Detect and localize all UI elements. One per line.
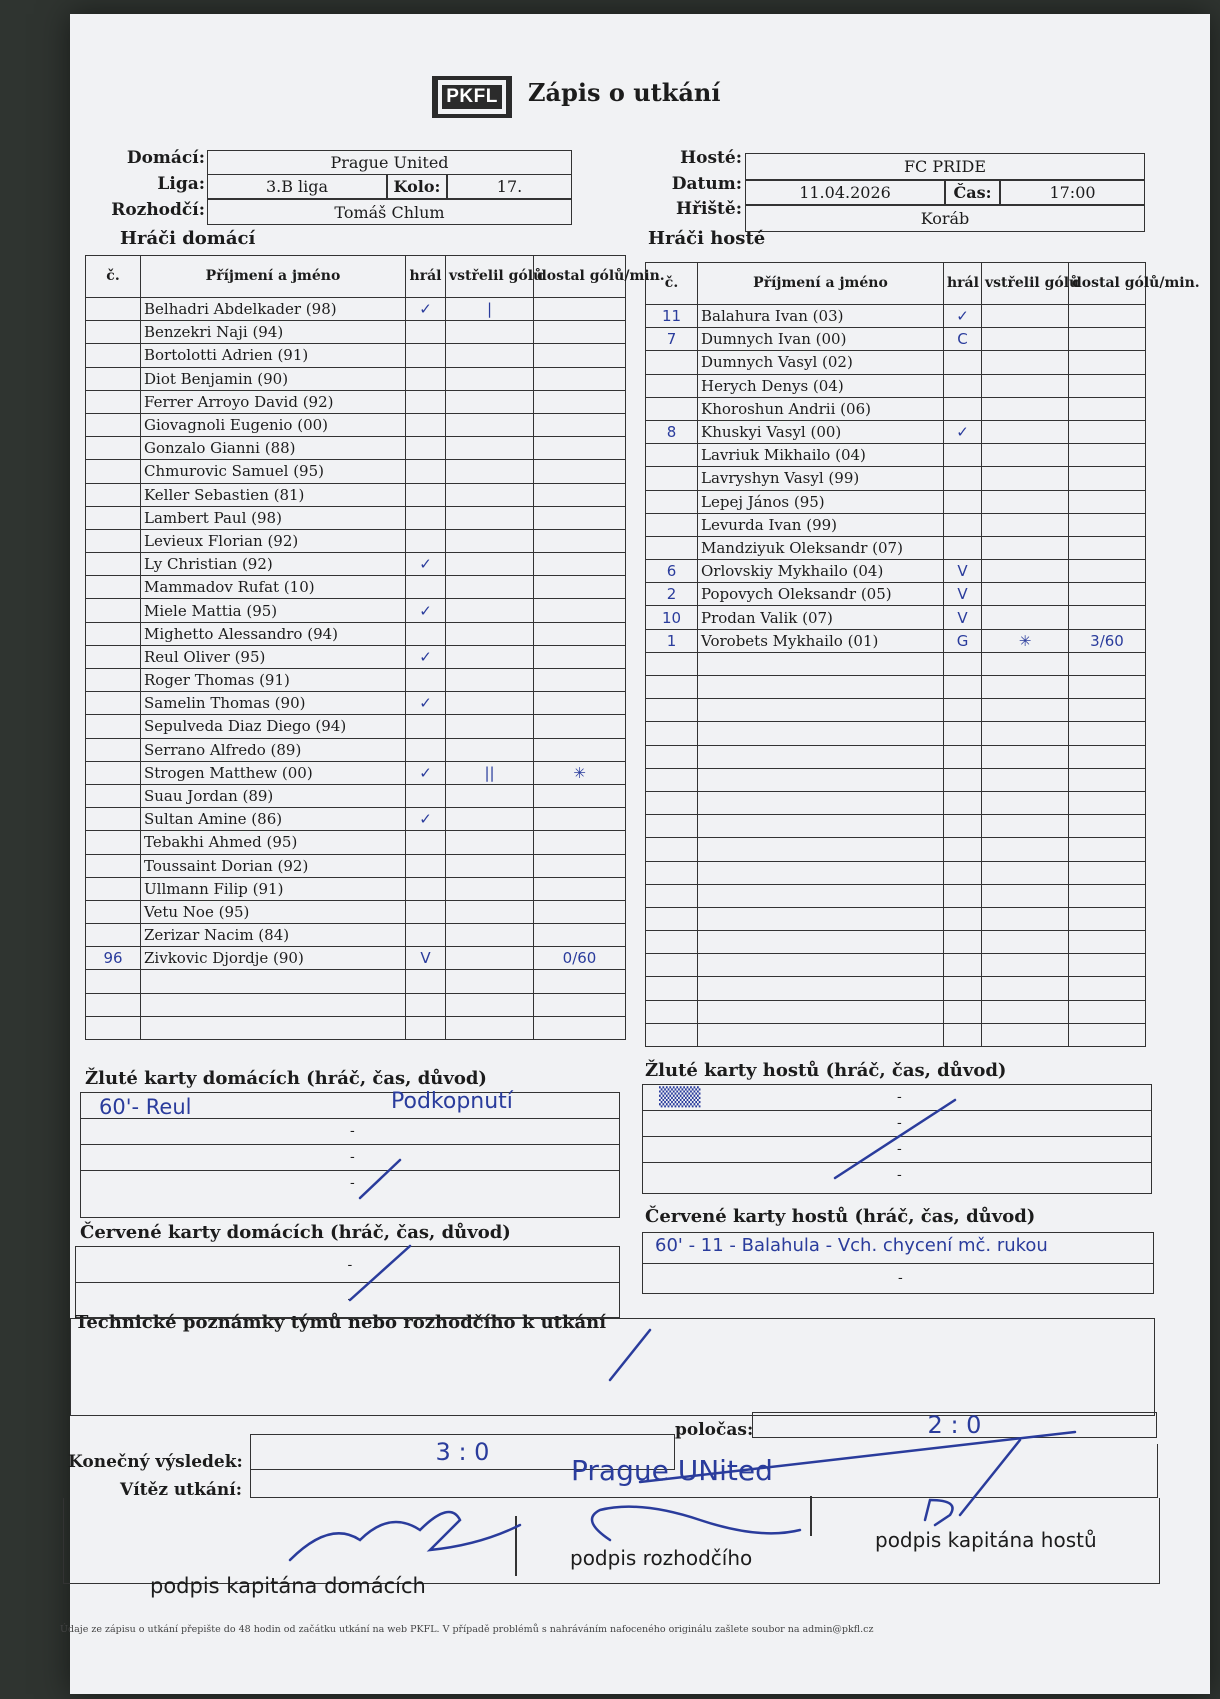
separator: - (897, 1141, 902, 1157)
player-scored-cell[interactable]: ✳ (982, 629, 1069, 652)
player-name-cell[interactable]: Khoroshun Andrii (06) (698, 397, 944, 420)
footer-note: Údaje ze zápisu o utkání přepište do 48 hodin od začátku utkání na web PKFL. V případě problémů s nahráváním nafoceného originálu zašlete soubor na admin@pkfl.cz (60, 1624, 874, 1635)
player-name-cell[interactable]: Prodan Valik (07) (698, 606, 944, 629)
player-conceded-cell[interactable]: ✳ (534, 761, 626, 784)
player-played-cell[interactable]: G (944, 629, 982, 652)
player-played-cell[interactable]: ✓ (406, 808, 446, 831)
player-num-cell[interactable]: 11 (646, 305, 698, 328)
winner-value: Prague UNited (571, 1454, 773, 1487)
player-name-cell[interactable]: Popovych Oleksandr (05) (698, 583, 944, 606)
league-field[interactable]: 3.B liga (207, 174, 387, 199)
player-scored-cell[interactable]: || (446, 761, 534, 784)
separator: - (897, 1115, 902, 1131)
final-score: 3 : 0 (435, 1438, 490, 1466)
player-name-cell[interactable]: Chmurovic Samuel (95) (141, 460, 406, 483)
half-time-label: poločas: (675, 1420, 754, 1440)
player-played-cell[interactable]: ✓ (406, 761, 446, 784)
player-name-cell[interactable]: Benzekri Naji (94) (141, 321, 406, 344)
player-name-cell[interactable]: Samelin Thomas (90) (141, 692, 406, 715)
player-name-cell[interactable]: Ferrer Arroyo David (92) (141, 390, 406, 413)
round-field[interactable]: 17. (447, 174, 572, 199)
player-played-cell[interactable]: V (944, 583, 982, 606)
separator: - (347, 1291, 353, 1307)
player-name-cell[interactable]: Strogen Matthew (00) (141, 761, 406, 784)
player-played-cell[interactable]: V (406, 947, 446, 970)
separator: - (350, 1123, 355, 1139)
player-played-cell[interactable]: V (944, 606, 982, 629)
player-name-cell[interactable]: Vetu Noe (95) (141, 900, 406, 923)
player-num-cell[interactable]: 7 (646, 328, 698, 351)
player-num-cell[interactable]: 2 (646, 583, 698, 606)
guest-red-cards-title: Červené karty hostů (hráč, čas, důvod) (645, 1206, 1036, 1227)
player-name-cell[interactable]: Zerizar Nacim (84) (141, 924, 406, 947)
player-played-cell[interactable]: ✓ (406, 298, 446, 321)
home-yellow-cards-title: Žluté karty domácích (hráč, čas, důvod) (85, 1068, 487, 1089)
player-name-cell[interactable]: Mighetto Alessandro (94) (141, 622, 406, 645)
player-name-cell[interactable]: Zivkovic Djordje (90) (141, 947, 406, 970)
guest-captain-signature-label: podpis kapitána hostů (875, 1528, 1097, 1552)
player-name-cell[interactable]: Lavriuk Mikhailo (04) (698, 444, 944, 467)
player-name-cell[interactable]: Toussaint Dorian (92) (141, 854, 406, 877)
player-played-cell[interactable]: V (944, 560, 982, 583)
home-captain-signature-label: podpis kapitána domácích (150, 1574, 426, 1598)
player-played-cell[interactable]: ✓ (406, 645, 446, 668)
player-conceded-cell[interactable]: 3/60 (1069, 629, 1146, 652)
player-name-cell[interactable]: Reul Oliver (95) (141, 645, 406, 668)
player-name-cell[interactable]: Mammadov Rufat (10) (141, 576, 406, 599)
player-name-cell[interactable]: Miele Mattia (95) (141, 599, 406, 622)
player-played-cell[interactable]: ✓ (406, 553, 446, 576)
player-num-cell[interactable]: 1 (646, 629, 698, 652)
field-field[interactable]: Koráb (745, 205, 1145, 232)
player-num-cell[interactable]: 96 (86, 947, 141, 970)
player-name-cell[interactable]: Giovagnoli Eugenio (00) (141, 413, 406, 436)
column-header: vstřelil gólů (982, 263, 1069, 305)
separator: - (350, 1149, 355, 1165)
player-name-cell[interactable]: Suau Jordan (89) (141, 784, 406, 807)
player-name-cell[interactable]: Bortolotti Adrien (91) (141, 344, 406, 367)
player-played-cell[interactable]: ✓ (944, 305, 982, 328)
guest-captain-signature (925, 1440, 1020, 1525)
column-header: č. (86, 256, 141, 298)
player-name-cell[interactable]: Sepulveda Diaz Diego (94) (141, 715, 406, 738)
column-header: hrál (406, 256, 446, 298)
strike-line (610, 1330, 650, 1380)
guest-team-field[interactable]: FC PRIDE (745, 153, 1145, 180)
player-num-cell[interactable]: 8 (646, 420, 698, 443)
home-players-title: Hráči domácí (120, 228, 256, 249)
referee-signature (592, 1507, 800, 1540)
separator: - (347, 1257, 353, 1273)
league-label: Liga: (157, 174, 205, 194)
separator: - (350, 1175, 355, 1191)
column-header: Příjmení a jméno (141, 256, 406, 298)
player-played-cell[interactable]: ✓ (944, 420, 982, 443)
player-name-cell[interactable]: Sultan Amine (86) (141, 808, 406, 831)
player-name-cell[interactable]: Keller Sebastien (81) (141, 483, 406, 506)
date-label: Datum: (671, 174, 742, 194)
home-yellow-entry-reason: Podkopnutí (391, 1089, 513, 1114)
time-field[interactable]: 17:00 (1000, 180, 1145, 205)
logo-text: PKFL (442, 85, 502, 109)
player-played-cell[interactable]: C (944, 328, 982, 351)
referee-label: Rozhodčí: (111, 200, 205, 220)
home-captain-signature (290, 1512, 520, 1560)
referee-field[interactable]: Tomáš Chlum (207, 199, 572, 225)
player-name-cell[interactable]: Mandziyuk Oleksandr (07) (698, 536, 944, 559)
player-played-cell[interactable]: ✓ (406, 599, 446, 622)
round-label: Kolo: (387, 174, 447, 199)
guest-yellow-cards-title: Žluté karty hostů (hráč, čas, důvod) (645, 1060, 1007, 1081)
home-yellow-entry-time: 60'- Reul (99, 1095, 192, 1119)
player-name-cell[interactable]: Khuskyi Vasyl (00) (698, 420, 944, 443)
column-header: Příjmení a jméno (698, 263, 944, 305)
document-title: Zápis o utkání (528, 78, 721, 107)
player-name-cell[interactable]: Levieux Florian (92) (141, 529, 406, 552)
player-name-cell[interactable]: Lavryshyn Vasyl (99) (698, 467, 944, 490)
player-name-cell[interactable]: Roger Thomas (91) (141, 669, 406, 692)
field-label: Hřiště: (676, 199, 742, 219)
final-result-label: Konečný výsledek: (68, 1452, 243, 1472)
strike-line (640, 1432, 1075, 1482)
home-team-field[interactable]: Prague United (207, 150, 572, 175)
player-name-cell[interactable]: Diot Benjamin (90) (141, 367, 406, 390)
player-name-cell[interactable]: Ly Christian (92) (141, 553, 406, 576)
player-conceded-cell[interactable]: 0/60 (534, 947, 626, 970)
separator: - (898, 1270, 903, 1286)
separator: - (897, 1089, 902, 1105)
guest-label: Hosté: (680, 148, 742, 168)
player-name-cell[interactable]: Belhadri Abdelkader (98) (141, 298, 406, 321)
strike-line (347, 1246, 410, 1300)
column-header: vstřelil gólů (446, 256, 534, 298)
player-name-cell[interactable]: Ullmann Filip (91) (141, 877, 406, 900)
player-num-cell[interactable]: 6 (646, 560, 698, 583)
separator: - (897, 1167, 902, 1183)
player-name-cell[interactable]: Lambert Paul (98) (141, 506, 406, 529)
player-name-cell[interactable]: Balahura Ivan (03) (698, 305, 944, 328)
strike-line (835, 1100, 955, 1178)
player-name-cell[interactable]: Gonzalo Gianni (88) (141, 437, 406, 460)
strike-line (360, 1160, 400, 1198)
column-header: dostal gólů/min. (1069, 263, 1146, 305)
notes-title: Technické poznámky týmů nebo rozhodčího k utkání (75, 1312, 607, 1333)
date-field[interactable]: 11.04.2026 (745, 180, 945, 205)
player-scored-cell[interactable]: | (446, 298, 534, 321)
time-label: Čas: (945, 180, 1000, 205)
player-name-cell[interactable]: Dumnych Vasyl (02) (698, 351, 944, 374)
player-name-cell[interactable]: Lepej János (95) (698, 490, 944, 513)
guest-red-entry: 60' - 11 - Balahula - Vch. chycení mč. rukou (655, 1235, 1048, 1256)
winner-label: Vítěz utkání: (120, 1480, 242, 1500)
player-num-cell[interactable]: 10 (646, 606, 698, 629)
referee-signature-label: podpis rozhodčího (570, 1546, 753, 1570)
half-score: 2 : 0 (927, 1411, 982, 1439)
guest-players-title: Hráči hosté (648, 228, 766, 249)
home-red-cards-title: Červené karty domácích (hráč, čas, důvod) (80, 1222, 511, 1243)
player-name-cell[interactable]: Vorobets Mykhailo (01) (698, 629, 944, 652)
player-name-cell[interactable]: Dumnych Ivan (00) (698, 328, 944, 351)
player-name-cell[interactable]: Serrano Alfredo (89) (141, 738, 406, 761)
column-header: dostal gólů/min. (534, 256, 626, 298)
column-header: hrál (944, 263, 982, 305)
player-name-cell[interactable]: Orlovskiy Mykhailo (04) (698, 560, 944, 583)
player-name-cell[interactable]: Tebakhi Ahmed (95) (141, 831, 406, 854)
player-played-cell[interactable]: ✓ (406, 692, 446, 715)
crossed-out-scribble: ▒▒▒ (659, 1087, 701, 1108)
player-name-cell[interactable]: Levurda Ivan (99) (698, 513, 944, 536)
home-label: Domácí: (126, 148, 205, 168)
player-name-cell[interactable]: Herych Denys (04) (698, 374, 944, 397)
column-header: č. (646, 263, 698, 305)
